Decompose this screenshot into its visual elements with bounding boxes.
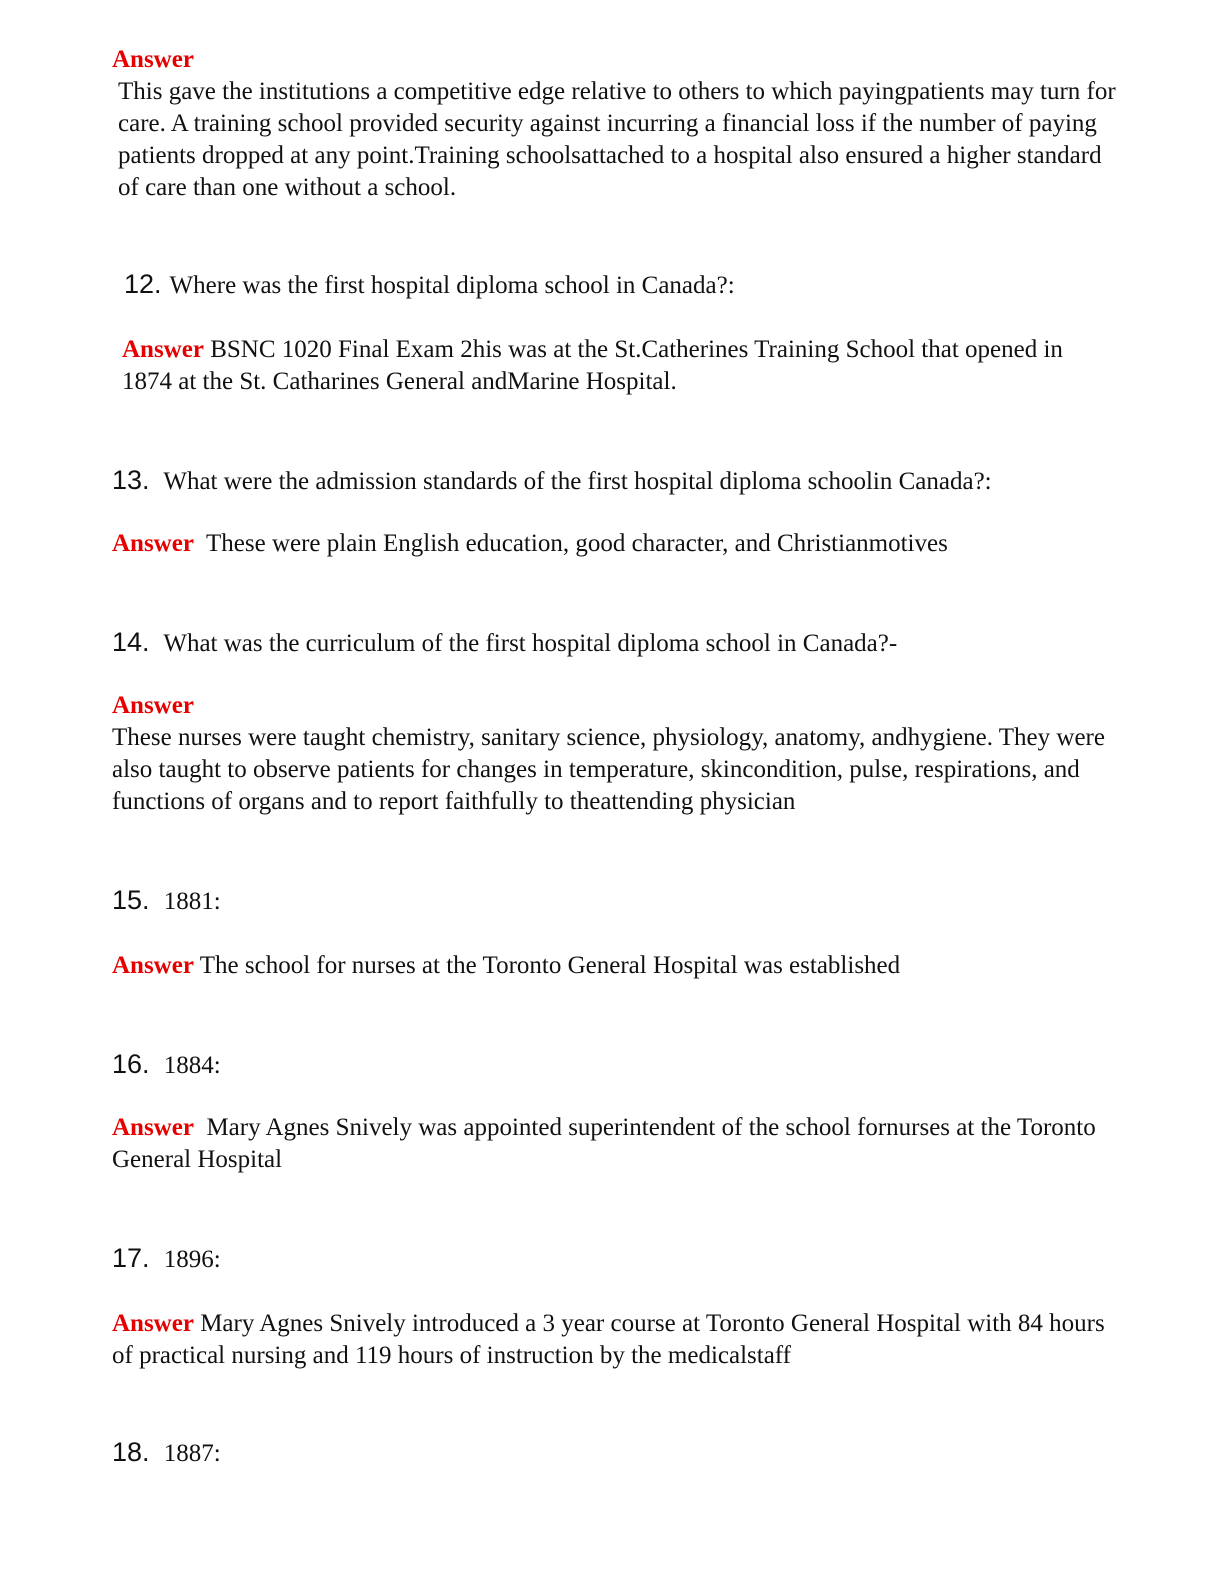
answer-13 — [112, 528, 1122, 560]
question-12 — [124, 268, 1134, 302]
question-number: 12. — [124, 269, 162, 299]
answer-15 — [112, 950, 1122, 982]
answer-label: Answer — [112, 952, 194, 979]
question-13 — [112, 464, 1122, 498]
question-17 — [112, 1242, 1122, 1276]
answer-text: Mary Agnes Snively was appointed superintendent of the school fornurses at the Toronto General Hospital — [112, 1114, 1096, 1173]
question-text: Where was the first hospital diploma school in Canada?: — [169, 272, 735, 299]
question-text: 1881: — [163, 888, 221, 915]
question-number: 15. — [112, 885, 150, 915]
answer-label: Answer — [112, 692, 194, 719]
answer-label: Answer — [112, 1114, 194, 1141]
answer-label: Answer — [112, 530, 194, 557]
question-number: 13. — [112, 465, 150, 495]
question-text: 1887: — [163, 1440, 221, 1467]
answer-text: BSNC 1020 Final Exam 2his was at the St.Catherines Training School that opened in 1874 at the St. Catharines General andMarine Hospital. — [122, 336, 1063, 395]
answer-label: Answer — [112, 46, 194, 73]
answer-14-text: These nurses were taught chemistry, sanitary science, physiology, anatomy, andhygiene. They were also taught to observe patients for changes in temperature, skincondition, pulse, respirations, and functions of organs and to report faithfully to theattending physician — [112, 724, 1105, 815]
answer-17 — [112, 1308, 1122, 1372]
answer-text: The school for nurses at the Toronto General Hospital was established — [199, 952, 901, 979]
answer-14-label — [112, 690, 1122, 722]
question-15 — [112, 884, 1122, 918]
question-number: 17. — [112, 1243, 150, 1273]
intro-answer-text: This gave the institutions a competitive edge relative to others to which payingpatients may turn for care. A training school provided security against incurring a financial loss if the number of paying patients dropped at any point.Training schoolsattached to a hospital also ensured a higher standard of care than one without a school. — [118, 78, 1116, 201]
answer-12 — [122, 334, 1082, 398]
question-number: 18. — [112, 1437, 150, 1467]
question-number: 16. — [112, 1049, 150, 1079]
answer-label: Answer — [122, 336, 204, 363]
question-14 — [112, 626, 1122, 660]
question-text: 1884: — [163, 1052, 221, 1079]
answer-label: Answer — [112, 1310, 194, 1337]
question-text: What was the curriculum of the first hospital diploma school in Canada?- — [163, 630, 898, 657]
answer-text: These were plain English education, good character, and Christianmotives — [206, 530, 948, 557]
question-text: 1896: — [163, 1246, 221, 1273]
question-18 — [112, 1436, 1122, 1470]
answer-text: Mary Agnes Snively introduced a 3 year course at Toronto General Hospital with 84 hours of practical nursing and 119 hours of instruction by the medicalstaff — [112, 1310, 1105, 1369]
question-text: What were the admission standards of the first hospital diploma schoolin Canada?: — [163, 468, 992, 495]
question-16 — [112, 1048, 1122, 1082]
intro-answer-label — [112, 44, 1122, 76]
answer-16 — [112, 1112, 1122, 1176]
question-number: 14. — [112, 627, 150, 657]
